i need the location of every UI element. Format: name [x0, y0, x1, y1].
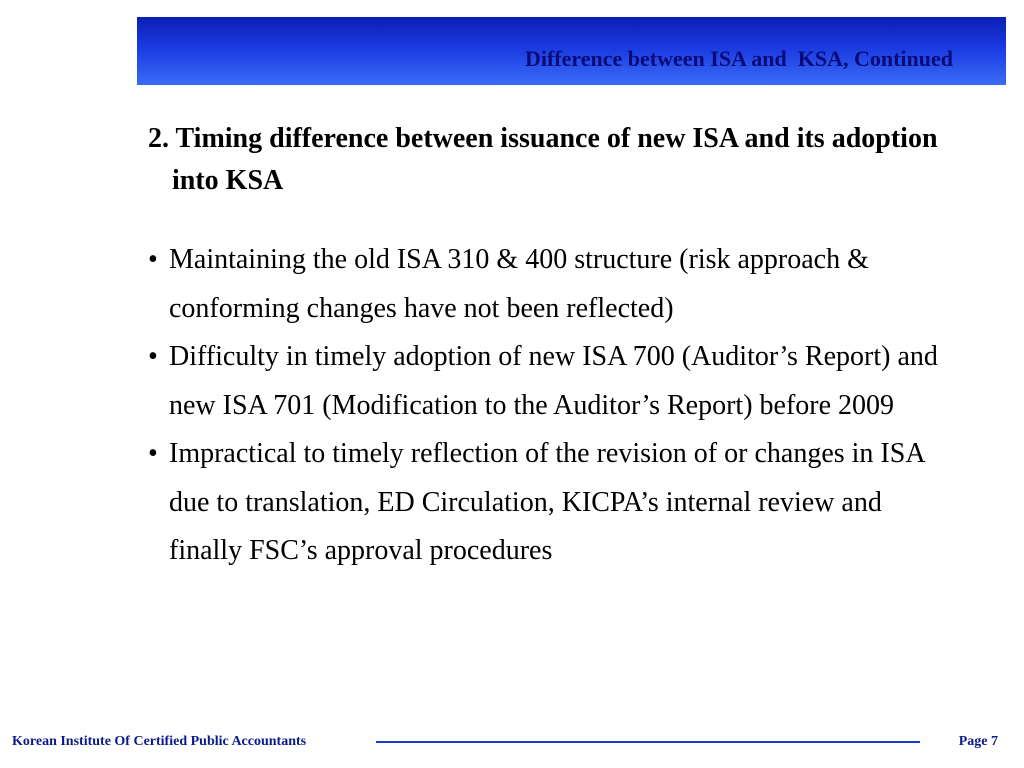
footer-divider	[376, 741, 920, 743]
bullet-item	[148, 430, 948, 576]
footer-organization: Korean Institute Of Certified Public Accountants	[12, 734, 307, 749]
page-number: Page 7	[958, 734, 998, 749]
slide-content	[148, 118, 948, 576]
bullet-text: Impractical to timely reflection of the revision of or changes in ISA due to translation, ED Circulation, KICPA’s internal review and finally FSC’s approval procedures	[169, 438, 924, 566]
title-bar	[137, 17, 1006, 85]
section-heading: 2. Timing difference between issuance of new ISA and its adoption into KSA	[148, 123, 938, 196]
bullet-marker: •	[148, 341, 158, 372]
bullet-item	[148, 333, 948, 430]
bullet-text: Maintaining the old ISA 310 & 400 structure (risk approach & conforming changes have not been reflected)	[169, 244, 869, 324]
bullet-list	[148, 236, 948, 576]
bullet-text: Difficulty in timely adoption of new ISA 700 (Auditor’s Report) and new ISA 701 (Modification to the Auditor’s Report) before 2009	[169, 341, 938, 421]
bullet-marker: •	[148, 244, 158, 275]
bullet-item	[148, 236, 948, 333]
footer	[0, 733, 1024, 753]
slide-title: Difference between ISA and KSA, Continued	[524, 46, 953, 71]
bullet-marker: •	[148, 438, 158, 469]
